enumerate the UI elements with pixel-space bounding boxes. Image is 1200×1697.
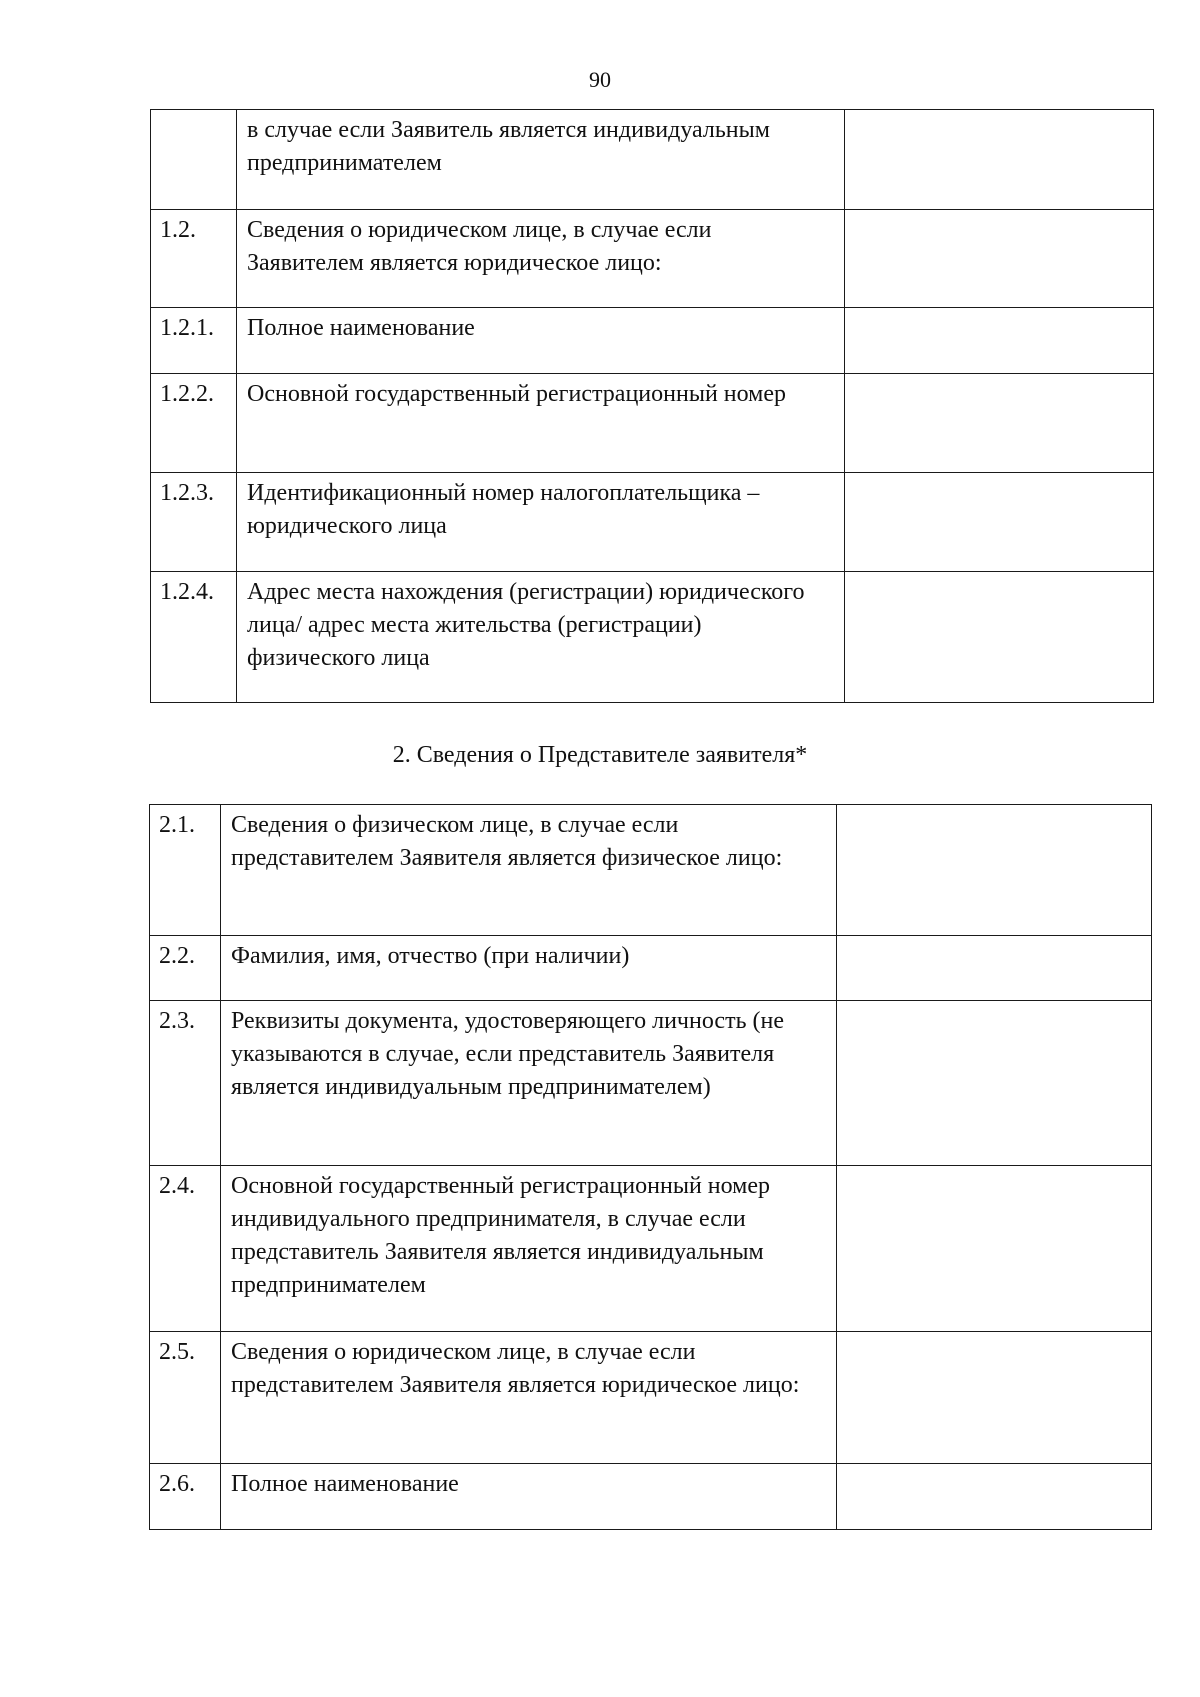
row-value-cell[interactable] bbox=[837, 1332, 1152, 1464]
row-number: 2.1. bbox=[150, 805, 221, 936]
page-number: 90 bbox=[589, 67, 611, 92]
row-label: Полное наименование bbox=[221, 1464, 837, 1530]
row-value-cell[interactable] bbox=[837, 1166, 1152, 1332]
row-value-cell[interactable] bbox=[845, 110, 1154, 210]
row-value-cell[interactable] bbox=[845, 473, 1154, 572]
row-label: Основной государственный регистрационный номер индивидуального предпринимателя, в случае если представитель Заявителя является индивидуальным предпринимателем bbox=[221, 1166, 837, 1332]
row-value-cell[interactable] bbox=[837, 1001, 1152, 1166]
row-label: Реквизиты документа, удостоверяющего личность (не указываются в случае, если представитель Заявителя является индивидуальным предпринимателем) bbox=[221, 1001, 837, 1166]
row-number: 1.2. bbox=[151, 210, 237, 308]
table-row bbox=[150, 805, 1152, 936]
table-row bbox=[150, 1332, 1152, 1464]
row-label: Адрес места нахождения (регистрации) юридического лица/ адрес места жительства (регистрации) физического лица bbox=[237, 572, 845, 703]
row-value-cell[interactable] bbox=[845, 374, 1154, 473]
row-label: Основной государственный регистрационный номер bbox=[237, 374, 845, 473]
row-number: 2.2. bbox=[150, 936, 221, 1001]
section-heading: 2. Сведения о Представителе заявителя* bbox=[392, 742, 808, 768]
row-number: 1.2.1. bbox=[151, 308, 237, 374]
row-label: Полное наименование bbox=[237, 308, 845, 374]
representative-table bbox=[149, 804, 1152, 1530]
row-label: в случае если Заявитель является индивидуальным предпринимателем bbox=[237, 110, 845, 210]
table-row bbox=[150, 1464, 1152, 1530]
row-number: 2.5. bbox=[150, 1332, 221, 1464]
row-label: Сведения о юридическом лице, в случае если Заявителем является юридическое лицо: bbox=[237, 210, 845, 308]
row-label: Сведения о физическом лице, в случае если представителем Заявителя является физическое лицо: bbox=[221, 805, 837, 936]
row-label: Сведения о юридическом лице, в случае если представителем Заявителя является юридическое лицо: bbox=[221, 1332, 837, 1464]
table-row bbox=[151, 374, 1154, 473]
row-label: Идентификационный номер налогоплательщика – юридического лица bbox=[237, 473, 845, 572]
table-row bbox=[150, 936, 1152, 1001]
table-row bbox=[150, 1001, 1152, 1166]
row-number: 2.4. bbox=[150, 1166, 221, 1332]
row-number: 2.3. bbox=[150, 1001, 221, 1166]
applicant-legal-entity-table bbox=[150, 109, 1154, 703]
row-number: 1.2.4. bbox=[151, 572, 237, 703]
table-row bbox=[151, 110, 1154, 210]
row-number: 2.6. bbox=[150, 1464, 221, 1530]
row-value-cell[interactable] bbox=[845, 308, 1154, 374]
table-row bbox=[151, 473, 1154, 572]
row-value-cell[interactable] bbox=[837, 936, 1152, 1001]
row-value-cell[interactable] bbox=[845, 572, 1154, 703]
row-number: 1.2.2. bbox=[151, 374, 237, 473]
row-value-cell[interactable] bbox=[845, 210, 1154, 308]
row-number bbox=[151, 110, 237, 210]
row-value-cell[interactable] bbox=[837, 1464, 1152, 1530]
table-row bbox=[150, 1166, 1152, 1332]
row-value-cell[interactable] bbox=[837, 805, 1152, 936]
row-number: 1.2.3. bbox=[151, 473, 237, 572]
table-row bbox=[151, 572, 1154, 703]
table-row bbox=[151, 210, 1154, 308]
table-row bbox=[151, 308, 1154, 374]
row-label: Фамилия, имя, отчество (при наличии) bbox=[221, 936, 837, 1001]
